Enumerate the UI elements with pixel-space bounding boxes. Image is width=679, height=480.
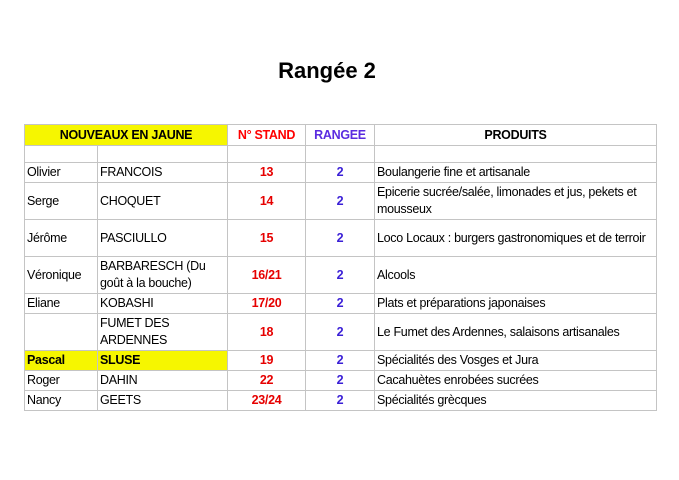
last-name-cell: BARBARESCH (Du goût à la bouche) — [98, 257, 228, 294]
empty-cell — [306, 146, 375, 163]
range-cell: 2 — [306, 314, 375, 351]
first-name-cell: Roger — [25, 371, 98, 391]
products-cell: Epicerie sucrée/salée, limonades et jus, pekets et mousseux — [375, 183, 657, 220]
empty-cell — [98, 146, 228, 163]
header-products: PRODUITS — [375, 125, 657, 146]
header-range: RANGEE — [306, 125, 375, 146]
last-name-cell: SLUSE — [98, 351, 228, 371]
first-name-cell: Serge — [25, 183, 98, 220]
last-name-cell: KOBASHI — [98, 294, 228, 314]
table-header-row — [25, 125, 657, 146]
range-cell: 2 — [306, 183, 375, 220]
table-row — [25, 220, 657, 257]
first-name-cell: Pascal — [25, 351, 98, 371]
stand-number-cell: 19 — [228, 351, 306, 371]
stand-number-cell: 16/21 — [228, 257, 306, 294]
empty-cell — [375, 146, 657, 163]
last-name-cell: GEETS — [98, 391, 228, 411]
header-new-in-yellow: NOUVEAUX EN JAUNE — [25, 125, 228, 146]
table-row — [25, 371, 657, 391]
empty-cell — [228, 146, 306, 163]
empty-row — [25, 146, 657, 163]
header-stand-number: N° STAND — [228, 125, 306, 146]
first-name-cell: Olivier — [25, 163, 98, 183]
products-cell: Boulangerie fine et artisanale — [375, 163, 657, 183]
stand-number-cell: 18 — [228, 314, 306, 351]
range-cell: 2 — [306, 294, 375, 314]
products-cell: Spécialités grècques — [375, 391, 657, 411]
first-name-cell — [25, 314, 98, 351]
table-row — [25, 183, 657, 220]
range-cell: 2 — [306, 371, 375, 391]
range-cell: 2 — [306, 220, 375, 257]
range-cell: 2 — [306, 163, 375, 183]
products-cell: Plats et préparations japonaises — [375, 294, 657, 314]
stand-number-cell: 17/20 — [228, 294, 306, 314]
range-cell: 2 — [306, 391, 375, 411]
first-name-cell: Jérôme — [25, 220, 98, 257]
last-name-cell: FUMET DES ARDENNES — [98, 314, 228, 351]
table-row — [25, 391, 657, 411]
first-name-cell: Nancy — [25, 391, 98, 411]
stand-number-cell: 22 — [228, 371, 306, 391]
table-row — [25, 257, 657, 294]
last-name-cell: DAHIN — [98, 371, 228, 391]
last-name-cell: PASCIULLO — [98, 220, 228, 257]
last-name-cell: CHOQUET — [98, 183, 228, 220]
products-cell: Le Fumet des Ardennes, salaisons artisanales — [375, 314, 657, 351]
first-name-cell: Eliane — [25, 294, 98, 314]
products-cell: Alcools — [375, 257, 657, 294]
stand-number-cell: 14 — [228, 183, 306, 220]
stand-number-cell: 13 — [228, 163, 306, 183]
table-row — [25, 314, 657, 351]
table-row — [25, 163, 657, 183]
empty-cell — [25, 146, 98, 163]
range-cell: 2 — [306, 257, 375, 294]
first-name-cell: Véronique — [25, 257, 98, 294]
products-cell: Cacahuètes enrobées sucrées — [375, 371, 657, 391]
range-cell: 2 — [306, 351, 375, 371]
products-cell: Spécialités des Vosges et Jura — [375, 351, 657, 371]
page-title: Rangée 2 — [278, 58, 376, 83]
products-cell: Loco Locaux : burgers gastronomiques et de terroir — [375, 220, 657, 257]
stand-number-cell: 15 — [228, 220, 306, 257]
stand-number-cell: 23/24 — [228, 391, 306, 411]
stands-table — [24, 124, 657, 411]
last-name-cell: FRANCOIS — [98, 163, 228, 183]
table-row — [25, 294, 657, 314]
table-row — [25, 351, 657, 371]
